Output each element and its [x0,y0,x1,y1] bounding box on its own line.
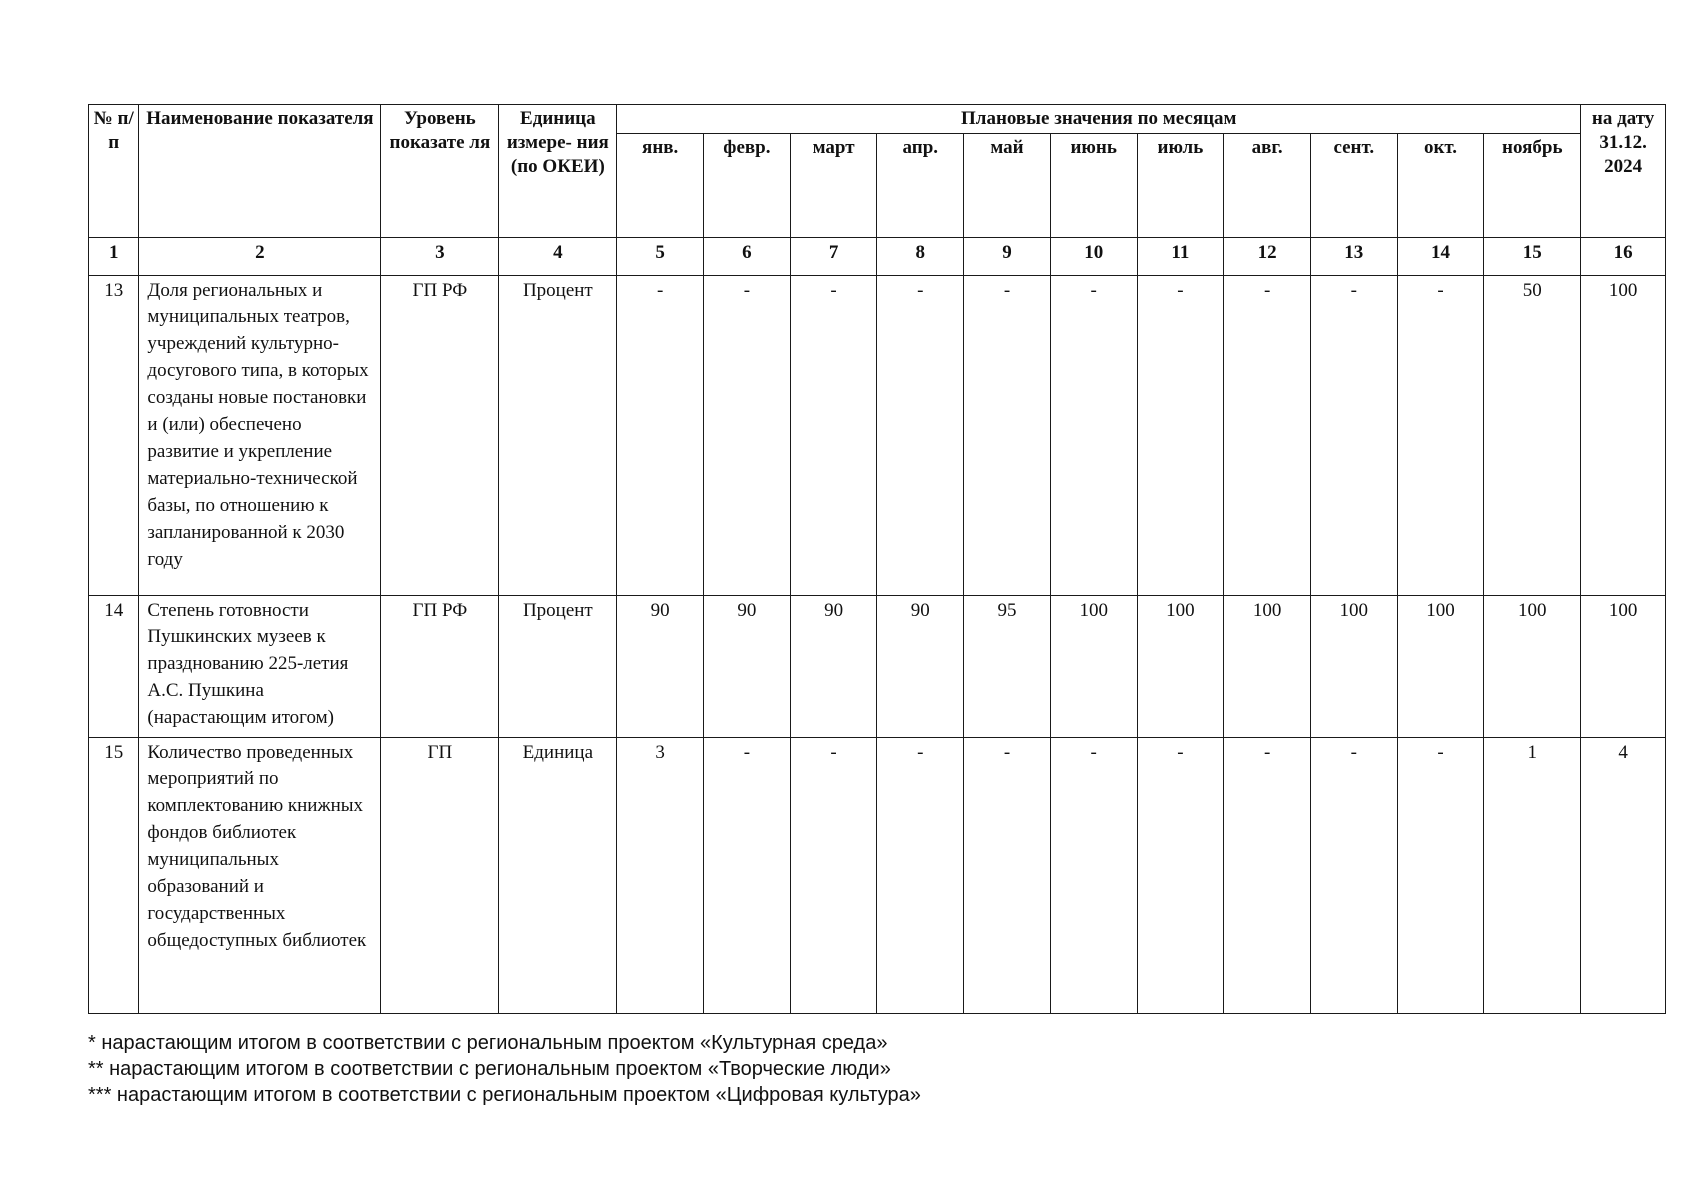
month-value: - [964,275,1051,595]
month-value: - [877,275,964,595]
month-value: 100 [1484,595,1581,737]
month-value: 100 [1224,595,1311,737]
header-plan-group: Плановые значения по месяцам [617,105,1581,134]
row-num: 14 [89,595,139,737]
header-month: февр. [704,133,791,237]
month-value: - [1050,737,1137,1013]
date-value: 4 [1581,737,1666,1013]
month-value: - [617,275,704,595]
month-value: 3 [617,737,704,1013]
column-number: 1 [89,237,139,275]
header-month: июнь [1050,133,1137,237]
column-number: 6 [704,237,791,275]
month-value: - [1050,275,1137,595]
month-value: 100 [1397,595,1484,737]
header-month: янв. [617,133,704,237]
month-value: - [1310,275,1397,595]
row-num: 15 [89,737,139,1013]
footnote: * нарастающим итогом в соответствии с региональным проектом «Культурная среда» [88,1032,888,1054]
column-number: 14 [1397,237,1484,275]
month-value: - [704,737,791,1013]
month-value: - [790,275,877,595]
header-month: июль [1137,133,1224,237]
header-month: сент. [1310,133,1397,237]
row-level: ГП РФ [381,275,499,595]
footnotes [88,1030,921,1108]
column-number: 15 [1484,237,1581,275]
month-value: 90 [617,595,704,737]
month-value: - [1397,275,1484,595]
column-number: 12 [1224,237,1311,275]
month-value: 1 [1484,737,1581,1013]
column-number: 3 [381,237,499,275]
month-value: - [1224,275,1311,595]
month-value: 100 [1310,595,1397,737]
column-number: 9 [964,237,1051,275]
header-num: № п/п [89,105,139,238]
column-number: 10 [1050,237,1137,275]
row-num: 13 [89,275,139,595]
row-unit: Процент [499,275,617,595]
date-value: 100 [1581,595,1666,737]
table-row [89,275,1666,595]
month-value: 90 [790,595,877,737]
month-value: 95 [964,595,1051,737]
column-number: 7 [790,237,877,275]
header-month: окт. [1397,133,1484,237]
row-name: Доля региональных и муниципальных театров, учреждений культурно-досугового типа, в которых созданы новые постановки и (или) обеспечено развитие и укрепление материально-технической базы, по отношению к запланированной к 2030 году [139,275,381,595]
month-value: 90 [704,595,791,737]
row-name: Степень готовности Пушкинских музеев к празднованию 225-летия А.С. Пушкина (нарастающим итогом) [139,595,381,737]
header-month: авг. [1224,133,1311,237]
month-value: - [1397,737,1484,1013]
month-value: 100 [1050,595,1137,737]
column-number: 13 [1310,237,1397,275]
footnote: *** нарастающим итогом в соответствии с региональным проектом «Цифровая культура» [88,1084,921,1106]
month-value: - [1310,737,1397,1013]
row-level: ГП РФ [381,595,499,737]
column-number: 16 [1581,237,1666,275]
month-value: - [877,737,964,1013]
month-value: - [1224,737,1311,1013]
header-unit: Единица измере- ния (по ОКЕИ) [499,105,617,238]
plan-values-table [88,104,1666,1014]
column-number: 11 [1137,237,1224,275]
header-month: ноябрь [1484,133,1581,237]
month-value: - [1137,275,1224,595]
row-unit: Процент [499,595,617,737]
table-row [89,737,1666,1013]
header-date: на дату 31.12. 2024 [1581,105,1666,238]
month-value: 50 [1484,275,1581,595]
month-value: - [1137,737,1224,1013]
month-value: - [704,275,791,595]
header-month: март [790,133,877,237]
column-number-row [89,237,1666,275]
month-value: 90 [877,595,964,737]
footnote: ** нарастающим итогом в соответствии с региональным проектом «Творческие люди» [88,1058,891,1080]
month-value: - [790,737,877,1013]
column-number: 2 [139,237,381,275]
column-number: 4 [499,237,617,275]
column-number: 8 [877,237,964,275]
row-level: ГП [381,737,499,1013]
table-row [89,595,1666,737]
row-name: Количество проведенных мероприятий по комплектованию книжных фондов библиотек муниципальных образований и государственных общедоступных библиотек [139,737,381,1013]
header-name: Наименование показателя [139,105,381,238]
month-value: 100 [1137,595,1224,737]
header-level: Уровень показате ля [381,105,499,238]
column-number: 5 [617,237,704,275]
header-row-1 [89,105,1666,134]
row-unit: Единица [499,737,617,1013]
header-month: май [964,133,1051,237]
month-value: - [964,737,1051,1013]
header-month: апр. [877,133,964,237]
date-value: 100 [1581,275,1666,595]
